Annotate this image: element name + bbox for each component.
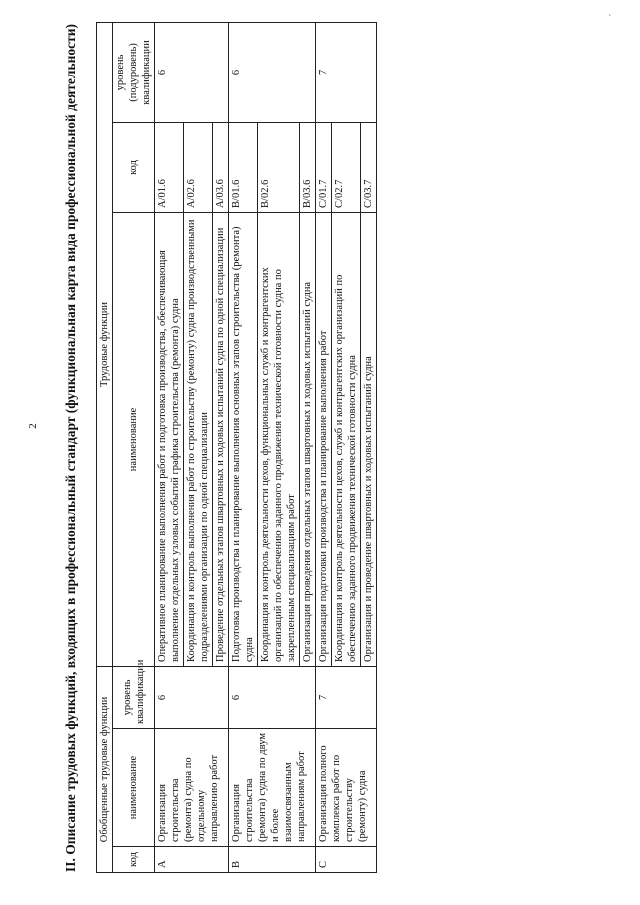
group-name: Организация полного комплекса работ по строительству (ремонту) судна	[316, 729, 377, 847]
function-code: C/01.7	[316, 122, 332, 212]
function-level: 7	[316, 22, 377, 122]
group-name: Организация строительства (ремонта) судна по двум и более взаимосвязанным направлениям работ	[229, 729, 316, 847]
function-name: Координация и контроль деятельности цехов, служб и контрагентских организаций по обеспечению заданного продвижения технической готовности судна	[332, 212, 361, 666]
group-name: Организация строительства (ремонта) судна по отдельному направлению работ	[155, 729, 229, 847]
header-tf-level: уровень (подуровень) квалификации	[113, 22, 155, 122]
group-code: B	[229, 847, 316, 873]
function-code: C/02.7	[332, 122, 361, 212]
page-number: 2	[26, 423, 39, 429]
function-name: Координация и контроль деятельности цехов, функциональных служб и контрагентских организаций по обеспечению заданного продвижения технической готовности судна по закрепленным специализациям работ	[258, 212, 300, 666]
function-name: Организация подготовки производства и планирование выполнения работ	[316, 212, 332, 666]
table-row	[155, 22, 184, 872]
function-name: Оперативное планирование выполнения работ и подготовка производства, обеспечивающая выполнение отдельных узловых событий графика строительства (ремонта) судна	[155, 212, 184, 666]
rotated-document	[56, 13, 636, 883]
group-code: A	[155, 847, 229, 873]
function-code: B/01.6	[229, 122, 258, 212]
function-code: B/03.6	[300, 122, 316, 212]
group-level: 6	[229, 666, 316, 728]
header-generalized: Обобщенные трудовые функции	[97, 666, 113, 872]
header-tf-name: наименование	[113, 212, 155, 666]
group-code: C	[316, 847, 377, 873]
function-level: 6	[155, 22, 229, 122]
header-tf-code: код	[113, 122, 155, 212]
group-level: 6	[155, 666, 229, 728]
group-level: 7	[316, 666, 377, 728]
table-row	[316, 22, 332, 872]
header-row-2	[113, 22, 155, 872]
function-name: Координация и контроль выполнения работ по строительству (ремонту) судна производственными подразделениями организации по одной специализации	[184, 212, 213, 666]
header-code: код	[113, 847, 155, 873]
functional-map-table	[96, 22, 377, 873]
function-name: Организация проведения отдельных этапов швартовных и ходовых испытаний судна	[300, 212, 316, 666]
header-name: наименование	[113, 729, 155, 847]
header-level: уровень квалификации	[113, 666, 155, 728]
corner-mark: `	[608, 14, 612, 25]
section-title: II. Описание трудовых функций, входящих в профессиональный стандарт (функциональная карта вида профессиональной деятельности)	[63, 23, 78, 873]
function-name: Организация и проведение швартовных и ходовых испытаний судна	[361, 212, 377, 666]
function-code: A/03.6	[213, 122, 229, 212]
function-code: B/02.6	[258, 122, 300, 212]
header-labor-functions: Трудовые функции	[97, 22, 113, 666]
function-code: C/03.7	[361, 122, 377, 212]
function-name: Подготовка производства и планирование выполнения основных этапов строительства (ремонта) судна	[229, 212, 258, 666]
header-row-1	[97, 22, 113, 872]
function-level: 6	[229, 22, 316, 122]
function-code: A/02.6	[184, 122, 213, 212]
function-code: A/01.6	[155, 122, 184, 212]
function-name: Проведение отдельных этапов швартовных и ходовых испытаний судна по одной специализации	[213, 212, 229, 666]
table-row	[229, 22, 258, 872]
